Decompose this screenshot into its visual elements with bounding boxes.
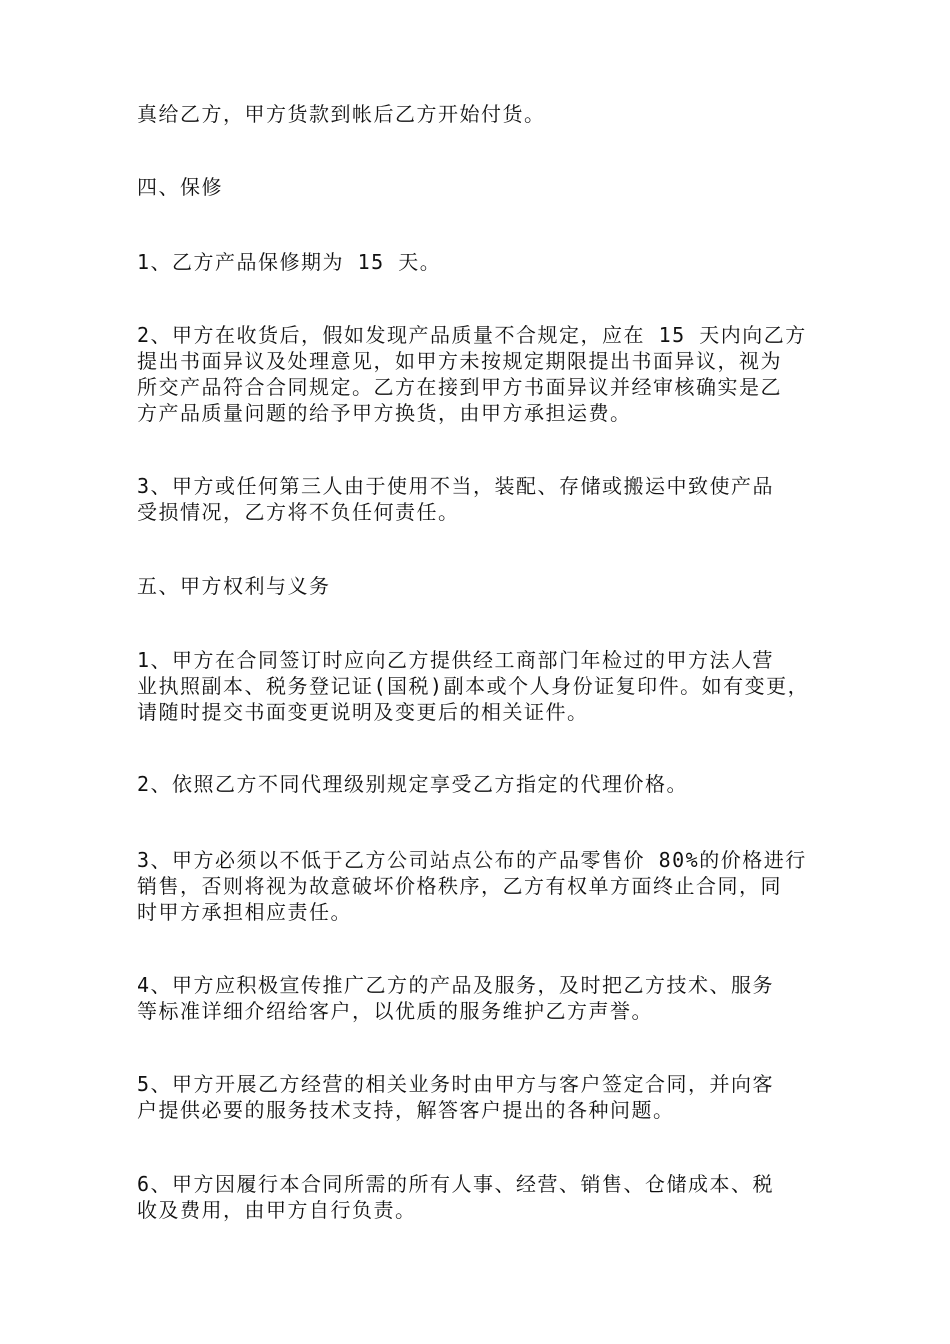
- paragraph-warranty-3: [137, 473, 827, 525]
- text-line: 销售，否则将视为故意破坏价格秩序，乙方有权单方面终止合同，同: [137, 874, 782, 898]
- paragraph-obligation-4: [137, 972, 827, 1024]
- paragraph-obligation-6: [137, 1171, 827, 1223]
- text-line: 6、甲方因履行本合同所需的所有人事、经营、销售、仓储成本、税: [137, 1172, 775, 1196]
- paragraph-payment-end: [137, 101, 827, 127]
- text-line: 业执照副本、税务登记证(国税)副本或个人身份证复印件。如有变更，: [137, 674, 810, 698]
- text-line: 5、甲方开展乙方经营的相关业务时由甲方与客户签定合同，并向客: [137, 1072, 775, 1096]
- text-line: 收及费用，由甲方自行负责。: [137, 1198, 417, 1222]
- text-line: 时甲方承担相应责任。: [137, 900, 352, 924]
- text-line: 所交产品符合合同规定。乙方在接到甲方书面异议并经审核确实是乙: [137, 375, 782, 399]
- text-line: 3、甲方必须以不低于乙方公司站点公布的产品零售价 80%的价格进行: [137, 848, 807, 872]
- section-heading: 五、甲方权利与义务: [137, 574, 331, 598]
- paragraph-obligation-3: [137, 847, 827, 925]
- text-line: 方产品质量问题的给予甲方换货，由甲方承担运费。: [137, 401, 632, 425]
- text-line: 3、甲方或任何第三人由于使用不当，装配、存储或搬运中致使产品: [137, 474, 775, 498]
- paragraph-warranty-1: [137, 249, 827, 275]
- paragraph-obligation-2: [137, 771, 827, 797]
- text-line: 2、依照乙方不同代理级别规定享受乙方指定的代理价格。: [137, 772, 689, 796]
- paragraph-warranty-2: [137, 322, 827, 426]
- section-heading-rights-obligations: [137, 573, 827, 599]
- text-line: 请随时提交书面变更说明及变更后的相关证件。: [137, 700, 589, 724]
- text-line: 提出书面异议及处理意见，如甲方未按规定期限提出书面异议，视为: [137, 349, 782, 373]
- text-line: 1、乙方产品保修期为 15 天。: [137, 250, 442, 274]
- text-line: 户提供必要的服务技术支持，解答客户提出的各种问题。: [137, 1098, 675, 1122]
- text-line: 受损情况，乙方将不负任何责任。: [137, 500, 460, 524]
- paragraph-obligation-5: [137, 1071, 827, 1123]
- text-line: 4、甲方应积极宣传推广乙方的产品及服务，及时把乙方技术、服务: [137, 973, 775, 997]
- section-heading: 四、保修: [137, 175, 223, 199]
- paragraph-obligation-1: [137, 647, 827, 725]
- text-line: 真给乙方，甲方货款到帐后乙方开始付货。: [137, 102, 546, 126]
- text-line: 1、甲方在合同签订时应向乙方提供经工商部门年检过的甲方法人营: [137, 648, 775, 672]
- text-line: 2、甲方在收货后，假如发现产品质量不合规定，应在 15 天内向乙方: [137, 323, 807, 347]
- text-line: 等标准详细介绍给客户，以优质的服务维护乙方声誉。: [137, 999, 653, 1023]
- section-heading-warranty: [137, 174, 827, 200]
